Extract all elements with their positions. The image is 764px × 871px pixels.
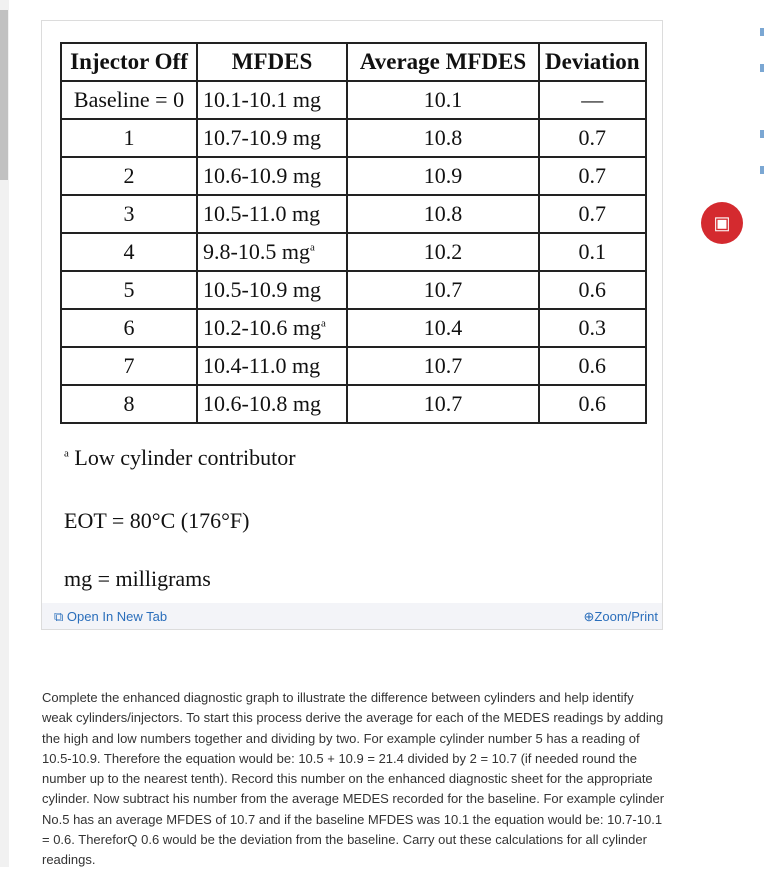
table-row	[61, 385, 646, 423]
injector-cell: 7	[61, 347, 197, 385]
mfdes-cell	[197, 233, 347, 271]
header-injector: Injector Off	[61, 43, 197, 81]
mfdes-cell	[197, 81, 347, 119]
eot-note: EOT = 80°C (176°F)	[64, 508, 250, 533]
table-header	[61, 43, 646, 81]
new-tab-icon: ⧉	[54, 609, 64, 624]
average-cell: 10.7	[347, 271, 539, 309]
zoom-icon: ⊕	[583, 609, 595, 624]
briefcase-icon: ▣	[713, 213, 731, 233]
mfdes-value: 10.4-11.0 mg	[203, 353, 321, 378]
average-cell: 10.1	[347, 81, 539, 119]
average-cell: 10.9	[347, 157, 539, 195]
table-row	[61, 195, 646, 233]
cut-off-text	[760, 130, 764, 138]
mfdes-cell	[197, 309, 347, 347]
mfdes-cell	[197, 119, 347, 157]
mfdes-cell	[197, 157, 347, 195]
cut-off-text	[760, 64, 764, 72]
average-cell: 10.8	[347, 195, 539, 233]
table-row	[61, 157, 646, 195]
open-new-tab-link[interactable]	[54, 609, 167, 625]
injector-cell: 3	[61, 195, 197, 233]
deviation-cell: 0.7	[539, 195, 646, 233]
mfdes-value: 10.5-11.0 mg	[203, 201, 321, 226]
injector-cell: 4	[61, 233, 197, 271]
zoom-print-link[interactable]	[584, 609, 658, 625]
footnote	[64, 445, 296, 471]
injector-cell: 5	[61, 271, 197, 309]
average-cell: 10.7	[347, 347, 539, 385]
mfdes-value: 10.1-10.1 mg	[203, 87, 321, 112]
deviation-cell: 0.3	[539, 309, 646, 347]
mfdes-value: 10.6-10.9 mg	[203, 163, 321, 188]
injector-cell: 6	[61, 309, 197, 347]
cut-off-text	[760, 166, 764, 174]
injector-cell: Baseline = 0	[61, 81, 197, 119]
image-card	[41, 20, 663, 630]
deviation-cell: 0.7	[539, 119, 646, 157]
average-cell: 10.8	[347, 119, 539, 157]
footnote-mark: a	[64, 447, 69, 460]
average-cell: 10.4	[347, 309, 539, 347]
mfdes-value: 9.8-10.5 mg	[203, 239, 310, 264]
table-row	[61, 119, 646, 157]
deviation-cell: 0.1	[539, 233, 646, 271]
header-deviation: Deviation	[539, 43, 646, 81]
table-row	[61, 81, 646, 119]
mfdes-value: 10.6-10.8 mg	[203, 391, 321, 416]
instructions-paragraph: Complete the enhanced diagnostic graph to illustrate the difference between cylinders and help identify weak cylinders/injectors. To start this process derive the average for each of the MEDES readings by adding the high and low numbers together and dividing by two. For example cylinder number 5 has a reading of 10.5-10.9. Therefore the equation would be: 10.5 + 10.9 = 21.4 divided by 2 = 10.7 (if needed round the number up to the nearest tenth). Record this number on the enhanced diagnostic sheet for the appropriate cylinder. Now subtract his number from the average MEDES recorded for the baseline. For example cylinder No.5 has an average MFDES of 10.7 and if the baseline MFDES was 10.1 the equation would be: 10.7-10.1 = 0.6. ThereforQ 0.6 would be the deviation from the baseline. Carry out these calculations for all cylinder readings.	[42, 690, 665, 868]
injector-cell: 1	[61, 119, 197, 157]
mfdes-cell	[197, 385, 347, 423]
mfdes-cell	[197, 271, 347, 309]
open-new-tab-label: Open In New Tab	[66, 609, 168, 624]
mg-note: mg = milligrams	[64, 566, 211, 591]
scrollbar-thumb[interactable]	[0, 10, 8, 180]
deviation-cell: 0.6	[539, 385, 646, 423]
header-average: Average MFDES	[347, 43, 539, 81]
footnote-text: Low cylinder contributor	[68, 445, 296, 470]
mfdes-value: 10.7-10.9 mg	[203, 125, 321, 150]
scrollbar[interactable]	[0, 0, 9, 867]
mfdes-cell	[197, 195, 347, 233]
mfdes-value: 10.2-10.6 mg	[203, 315, 321, 340]
zoom-print-label: Zoom/Print	[594, 609, 658, 624]
header-mfdes: MFDES	[197, 43, 347, 81]
card-footer	[42, 603, 662, 629]
average-cell: 10.7	[347, 385, 539, 423]
cut-off-text	[760, 28, 764, 36]
footnote-mark: a	[320, 317, 326, 330]
mfdes-value: 10.5-10.9 mg	[203, 277, 321, 302]
table-row	[61, 271, 646, 309]
deviation-cell: 0.6	[539, 347, 646, 385]
deviation-cell: 0.7	[539, 157, 646, 195]
injector-cell: 8	[61, 385, 197, 423]
average-cell: 10.2	[347, 233, 539, 271]
injector-cell: 2	[61, 157, 197, 195]
deviation-cell: —	[539, 81, 646, 119]
table-row	[61, 309, 646, 347]
deviation-cell: 0.6	[539, 271, 646, 309]
mfdes-table	[60, 42, 647, 424]
table-row	[61, 233, 646, 271]
mfdes-cell	[197, 347, 347, 385]
table-row	[61, 347, 646, 385]
toolbox-button[interactable]	[701, 202, 743, 244]
footnote-mark: a	[309, 241, 315, 254]
